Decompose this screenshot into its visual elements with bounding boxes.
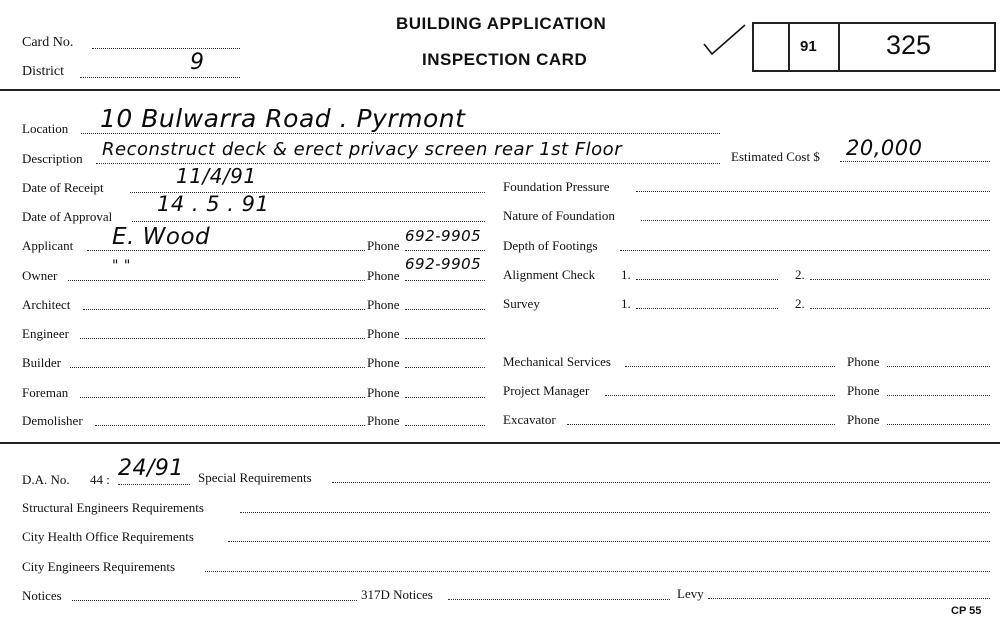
notices-317d-field[interactable] [448, 599, 670, 600]
date-approval-field[interactable] [132, 221, 485, 222]
foreman-label: Foreman [22, 385, 69, 400]
location-label: Location [22, 121, 69, 136]
city-health-label: City Health Office Requirements [22, 529, 194, 544]
project-manager-field[interactable] [605, 395, 835, 396]
engineer-phone-field[interactable] [405, 338, 485, 339]
da-prefix: 44 : [90, 472, 110, 487]
special-requirements-label: Special Requirements [198, 470, 312, 485]
nature-foundation-label: Nature of Foundation [503, 208, 615, 223]
city-engineers-field[interactable] [205, 571, 990, 572]
survey-field-2[interactable] [810, 308, 990, 309]
district-value: 9 [190, 50, 205, 75]
date-approval-label: Date of Approval [22, 209, 113, 224]
district-label: District [22, 64, 64, 79]
architect-field[interactable] [83, 309, 365, 310]
alignment-check-label: Alignment Check [503, 267, 596, 282]
da-no-label: D.A. No. [22, 472, 70, 487]
location-value: 10 Bulwarra Road . Pyrmont [100, 104, 466, 133]
excavator-phone-field[interactable] [887, 424, 990, 425]
demolisher-label: Demolisher [22, 413, 83, 428]
demolisher-field[interactable] [95, 425, 365, 426]
nature-foundation-field[interactable] [641, 220, 990, 221]
owner-label: Owner [22, 268, 58, 283]
foreman-phone-label: Phone [367, 385, 400, 400]
date-approval-value: 14 . 5 . 91 [157, 192, 270, 216]
description-value: Reconstruct deck & erect privacy screen rear 1st Floor [102, 139, 623, 160]
architect-phone-label: Phone [367, 297, 400, 312]
card-no-field[interactable] [92, 48, 240, 49]
builder-phone-field[interactable] [405, 367, 485, 368]
survey-num-1: 1. [621, 296, 631, 311]
builder-field[interactable] [70, 367, 365, 368]
engineer-label: Engineer [22, 326, 69, 341]
special-requirements-field[interactable] [332, 482, 990, 483]
mechanical-services-field[interactable] [625, 366, 835, 367]
excavator-label: Excavator [503, 412, 556, 427]
levy-field[interactable] [708, 598, 990, 599]
notices-317d-label: 317D Notices [361, 587, 433, 602]
structural-label: Structural Engineers Requirements [22, 500, 204, 515]
owner-phone-value: 692-9905 [405, 255, 482, 273]
date-receipt-label: Date of Receipt [22, 180, 104, 195]
project-manager-label: Project Manager [503, 383, 590, 398]
city-health-field[interactable] [228, 541, 990, 542]
applicant-phone-field[interactable] [405, 250, 485, 251]
alignment-num-1: 1. [621, 267, 631, 282]
depth-footings-label: Depth of Footings [503, 238, 598, 253]
alignment-check-field-2[interactable] [810, 279, 990, 280]
location-field[interactable] [81, 133, 720, 134]
owner-value: " " [112, 258, 131, 274]
architect-phone-field[interactable] [405, 309, 485, 310]
applicant-value: E. Wood [112, 224, 211, 250]
foundation-pressure-field[interactable] [636, 191, 990, 192]
excavator-field[interactable] [567, 424, 835, 425]
box-divider [788, 22, 790, 72]
architect-label: Architect [22, 297, 71, 312]
da-no-value: 24/91 [118, 456, 184, 481]
project-manager-phone-label: Phone [847, 383, 880, 398]
applicant-label: Applicant [22, 238, 74, 253]
form-subtitle: INSPECTION CARD [422, 50, 588, 69]
da-no-field[interactable] [118, 484, 190, 485]
foundation-pressure-label: Foundation Pressure [503, 179, 610, 194]
box-divider [838, 22, 840, 72]
engineer-field[interactable] [80, 338, 365, 339]
form-code: CP 55 [951, 605, 982, 617]
excavator-phone-label: Phone [847, 412, 880, 427]
notices-label: Notices [22, 588, 62, 603]
estimated-cost-label: Estimated Cost $ [731, 149, 820, 164]
date-receipt-value: 11/4/91 [176, 164, 257, 188]
owner-phone-field[interactable] [405, 280, 485, 281]
alignment-num-2: 2. [795, 267, 805, 282]
foreman-phone-field[interactable] [405, 397, 485, 398]
demolisher-phone-label: Phone [367, 413, 400, 428]
city-engineers-label: City Engineers Requirements [22, 559, 176, 574]
mechanical-phone-field[interactable] [887, 366, 990, 367]
alignment-check-field-1[interactable] [636, 279, 778, 280]
mechanical-phone-label: Phone [847, 354, 880, 369]
project-manager-phone-field[interactable] [887, 395, 990, 396]
foreman-field[interactable] [80, 397, 365, 398]
form-title: BUILDING APPLICATION [396, 14, 607, 33]
mechanical-services-label: Mechanical Services [503, 354, 611, 369]
applicant-field[interactable] [87, 250, 365, 251]
builder-phone-label: Phone [367, 355, 400, 370]
owner-field[interactable] [68, 280, 365, 281]
demolisher-phone-field[interactable] [405, 425, 485, 426]
owner-phone-label: Phone [367, 268, 400, 283]
middle-divider [0, 442, 1000, 444]
top-divider [0, 89, 1000, 91]
depth-footings-field[interactable] [620, 250, 990, 251]
notices-field[interactable] [72, 600, 357, 601]
estimated-cost-value: 20,000 [846, 136, 923, 160]
engineer-phone-label: Phone [367, 326, 400, 341]
survey-field-1[interactable] [636, 308, 778, 309]
description-label: Description [22, 151, 83, 166]
levy-label: Levy [677, 586, 704, 601]
district-field[interactable] [80, 77, 240, 78]
checkmark-icon [702, 22, 748, 58]
applicant-phone-value: 692-9905 [405, 227, 482, 245]
applicant-phone-label: Phone [367, 238, 400, 253]
year-value: 91 [800, 38, 817, 55]
survey-num-2: 2. [795, 296, 805, 311]
card-no-label: Card No. [22, 35, 74, 50]
application-number: 325 [886, 30, 932, 60]
survey-label: Survey [503, 296, 540, 311]
estimated-cost-field[interactable] [840, 161, 990, 162]
builder-label: Builder [22, 355, 61, 370]
structural-field[interactable] [240, 512, 990, 513]
